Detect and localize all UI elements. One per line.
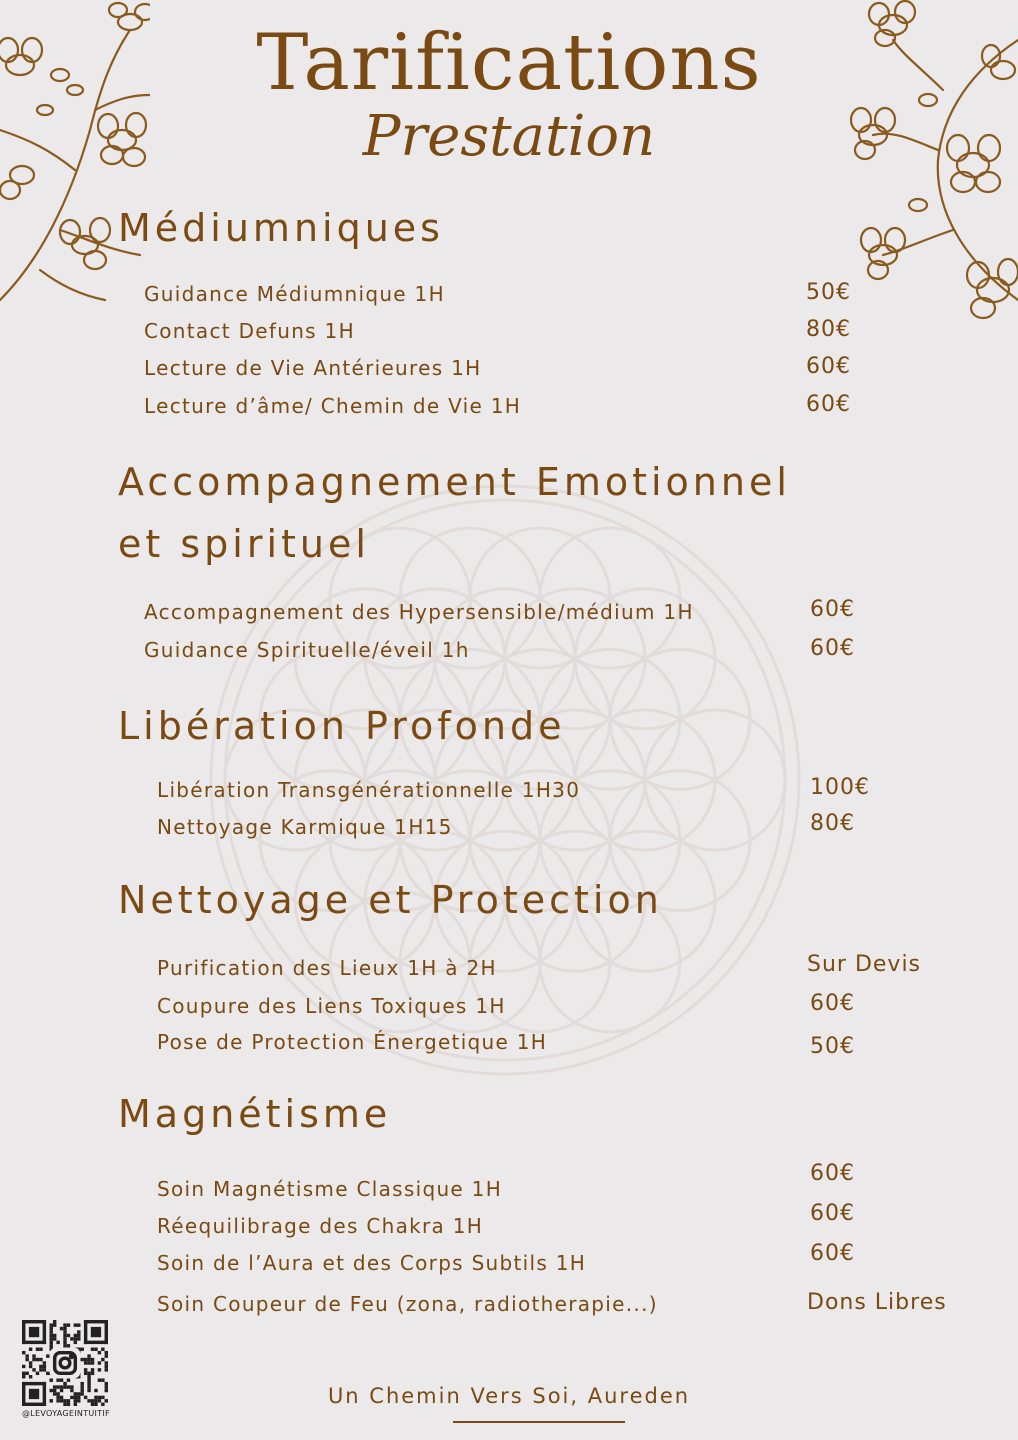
service-price: 60€: [806, 354, 851, 379]
service-label: Libération Transgénérationnelle 1H30: [157, 778, 581, 802]
service-label: Guidance Médiumnique 1H: [144, 282, 445, 306]
service-price: 80€: [806, 317, 851, 342]
service-label: Lecture d’âme/ Chemin de Vie 1H: [144, 394, 522, 418]
service-price: 60€: [806, 392, 851, 417]
service-label: Soin Coupeur de Feu (zona, radiotherapie...): [157, 1292, 658, 1316]
section-title-liberation: Libération Profonde: [118, 704, 566, 748]
service-label: Soin de l’Aura et des Corps Subtils 1H: [157, 1251, 587, 1275]
service-price: 60€: [810, 636, 855, 661]
footer-signature: Un Chemin Vers Soi, Aureden: [327, 1384, 691, 1408]
service-price: Sur Devis: [807, 952, 922, 977]
page-title: Tarifications: [256, 18, 762, 108]
service-label: Contact Defuns 1H: [144, 319, 355, 343]
page-subtitle: Prestation: [362, 104, 656, 169]
service-price: 60€: [810, 1161, 855, 1186]
service-price: 60€: [810, 597, 855, 622]
service-price: 60€: [810, 1241, 855, 1266]
section-title-accompagnement-line2: et spirituel: [118, 522, 370, 566]
section-title-mediumniques: Médiumniques: [118, 206, 444, 250]
service-label: Pose de Protection Énergetique 1H: [157, 1030, 548, 1054]
service-price: 100€: [810, 775, 870, 800]
service-label: Lecture de Vie Antérieures 1H: [144, 356, 482, 380]
footer-divider: [453, 1421, 625, 1423]
section-title-magnetisme: Magnétisme: [118, 1092, 392, 1136]
service-label: Guidance Spirituelle/éveil 1h: [144, 638, 470, 662]
service-price: 80€: [810, 811, 855, 836]
service-label: Accompagnement des Hypersensible/médium 1H: [144, 600, 694, 624]
service-label: Purification des Lieux 1H à 2H: [157, 956, 497, 980]
service-price: Dons Libres: [807, 1290, 947, 1315]
service-price: 60€: [810, 991, 855, 1016]
service-label: Nettoyage Karmique 1H15: [157, 815, 453, 839]
service-label: Coupure des Liens Toxiques 1H: [157, 994, 506, 1018]
service-price: 50€: [810, 1034, 855, 1059]
service-price: 50€: [806, 280, 851, 305]
section-title-nettoyage: Nettoyage et Protection: [118, 878, 663, 922]
service-label: Réequilibrage des Chakra 1H: [157, 1214, 484, 1238]
service-price: 60€: [810, 1201, 855, 1226]
instagram-handle: @LEVOYAGEINTUITIF: [22, 1409, 110, 1418]
service-label: Soin Magnétisme Classique 1H: [157, 1177, 503, 1201]
section-title-accompagnement: Accompagnement Emotionnel: [118, 460, 791, 504]
